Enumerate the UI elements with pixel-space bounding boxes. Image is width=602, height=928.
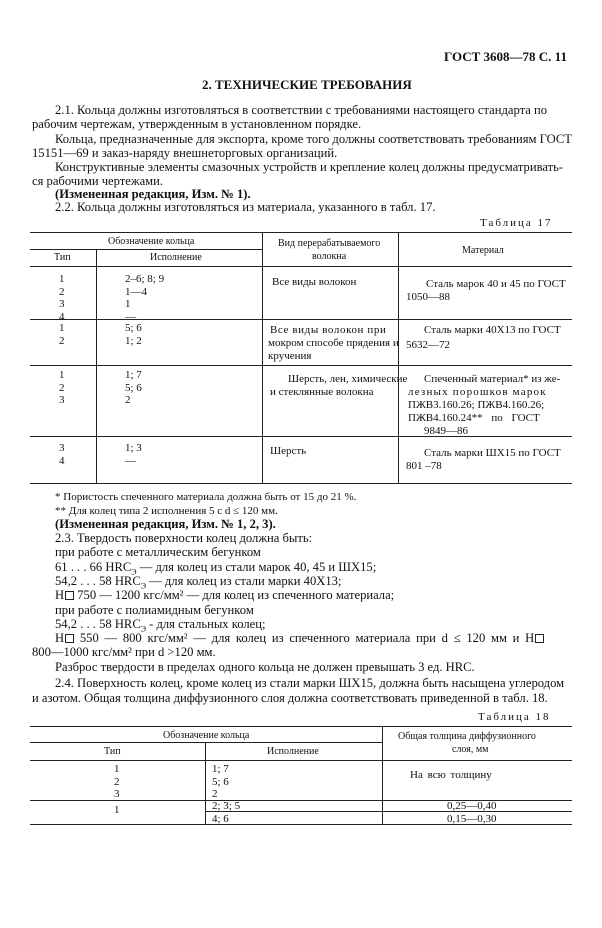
amendment-note-1: (Измененная редакция, Изм. № 1). — [55, 187, 251, 201]
table17-row3-types — [59, 369, 65, 407]
table17-header-designation: Обозначение кольца — [108, 236, 195, 247]
table18-header-designation: Обозначение кольца — [163, 730, 250, 741]
table17-row2-fiber — [268, 324, 399, 363]
table-cell: и стеклянные волокна — [270, 386, 374, 398]
table-cell: 1 — [114, 804, 120, 816]
table17-row4-material — [406, 447, 561, 473]
table17-row3-execs — [125, 369, 142, 407]
table-cell: 2 — [212, 788, 218, 800]
page-header: ГОСТ 3608—78 С. 11 — [444, 49, 567, 64]
para-design-line1: Конструктивные элементы смазочных устройств и крепление колец должны предусматривать- — [55, 160, 564, 174]
hardness-desc: — для колец из стали марки 40Х13; — [146, 574, 342, 588]
table-cell: — — [125, 454, 136, 467]
hardness-value: 61 . . . 66 HRC — [55, 560, 132, 574]
table17-row4-fiber — [270, 445, 306, 458]
table17-row2-material — [406, 324, 561, 352]
table17-header-fiber-l2: волокна — [312, 251, 347, 262]
table-cell: кручения — [268, 350, 312, 362]
para-export-line1: Кольца, предназначенные для экспорта, кроме того должны соответствовать требованиям ГОСТ — [55, 132, 572, 146]
table18-header-layer-l1: Общая толщина диффузионного — [398, 731, 536, 742]
table-cell: 1; 7 — [125, 369, 142, 381]
para-2-1-line1: 2.1. Кольца должны изготовляться в соответствии с требованиями настоящего стандарта по — [55, 103, 548, 117]
table18-header-execution: Исполнение — [267, 746, 319, 757]
hardness-desc: - для стальных колец; — [146, 617, 266, 631]
table18-row1-value: На всю толщину — [410, 769, 492, 781]
section-title: 2. ТЕХНИЧЕСКИЕ ТРЕБОВАНИЯ — [202, 77, 412, 92]
table-cell: Все виды волокон — [272, 276, 357, 288]
table17-row4-types — [59, 442, 65, 467]
footnote-type2: ** Для колец типа 2 исполнения 5 с d ≤ 120 мм. — [55, 505, 278, 517]
hardness-desc: — для колец из стали марок 40, 45 и ШХ15; — [136, 560, 377, 574]
table-cell: Сталь марок 40 и 45 по ГОСТ — [426, 278, 566, 290]
table-cell: 2 — [125, 394, 131, 406]
para-2-4-line2: и азотом. Общая толщина диффузионного слоя должна соответствовать приведенной в табл. 18. — [32, 691, 548, 705]
table18-row1-execs — [212, 763, 229, 801]
table17-row2-types — [59, 322, 65, 347]
hardness-symbol: H — [55, 631, 65, 645]
para-2-1-line2: рабочим чертежам, утвержденным в установленном порядке. — [32, 117, 362, 131]
table-cell: 3 — [59, 298, 65, 310]
table-cell: 2 — [59, 285, 65, 298]
table18-header-layer-l2: слоя, мм — [452, 744, 489, 755]
square-symbol-icon — [535, 634, 544, 643]
table-cell: 1 — [59, 369, 65, 381]
table-cell: 5; 6 — [212, 775, 229, 788]
table-cell: 1; 7 — [212, 763, 229, 775]
table-cell: 1; 3 — [125, 442, 142, 454]
table-cell: Спеченный материал* из же- — [424, 373, 561, 385]
table-cell: 3 — [59, 442, 65, 454]
table-cell: Сталь марки 40Х13 по ГОСТ — [424, 324, 561, 336]
table-cell: 4 — [59, 454, 65, 467]
table-cell: 2; 3; 5 — [212, 800, 241, 812]
para-2-3: 2.3. Твердость поверхности колец должна быть: — [55, 531, 313, 545]
table17-row1-material — [406, 278, 566, 304]
table-cell: Шерсть, лен, химические — [288, 373, 408, 385]
table-cell: 1 — [125, 298, 131, 310]
table17-header-material: Материал — [462, 245, 504, 256]
para-export-line2: 15151—69 и заказ-наряду внешнеторговых организаций. — [32, 146, 338, 160]
table-cell: 5632—72 — [406, 339, 450, 351]
table-cell: 2 — [114, 775, 120, 788]
hardness-symbol: H — [55, 588, 65, 602]
hardness-polyamide-runner: при работе с полиамидным бегунком — [55, 603, 254, 617]
hardness-metal-runner: при работе с металлическим бегунком — [55, 545, 261, 559]
table-cell: 5; 6 — [125, 322, 142, 334]
table18-row2-type — [114, 804, 120, 817]
table-cell: 3 — [114, 788, 120, 800]
table-cell: Сталь марки ШХ15 по ГОСТ — [424, 447, 561, 459]
hardness-desc: 550 — 800 кгс/мм² — для колец из спеченного материала при d ≤ 120 мм и H — [74, 631, 535, 645]
table-cell: 1—4 — [125, 285, 147, 298]
table17-header-fiber-l1: Вид перерабатываемого — [278, 238, 381, 249]
table-cell: 4 — [59, 310, 65, 323]
amendment-note-2: (Измененная редакция, Изм. № 1, 2, 3). — [55, 517, 276, 531]
hardness-desc: 750 — 1200 кгс/мм² — для колец из спеченного материала; — [74, 588, 395, 602]
table17-row4-execs — [125, 442, 142, 467]
table-cell: лезных порошков марок — [408, 386, 547, 398]
table-cell: Все виды волокон при — [270, 324, 387, 336]
hardness-value: 54,2 . . . 58 HRC — [55, 574, 141, 588]
table-cell: 2–6; 8; 9 — [125, 273, 165, 285]
table-cell: 0,15—0,30 — [447, 812, 497, 825]
hrc-subscript: Э — [140, 624, 146, 634]
table-cell: 3 — [59, 394, 65, 406]
para-design-line2: ся рабочими чертежами. — [32, 174, 164, 188]
table-cell: 2 — [59, 381, 65, 394]
table-cell: ПЖВ3.160.26; ПЖВ4.160.26; — [408, 399, 545, 411]
table-cell: 1 — [59, 273, 65, 285]
table-cell: 4; 6 — [212, 812, 229, 825]
square-symbol-icon — [65, 591, 74, 600]
table17-row1-fiber — [272, 276, 356, 289]
table-cell: 1 — [59, 322, 65, 334]
hardness-line-sintered-poly — [55, 631, 544, 646]
table17-row1-execs — [125, 273, 164, 323]
square-symbol-icon — [65, 634, 74, 643]
table-cell: 0,25—0,40 — [447, 800, 497, 812]
footnote-porosity: * Пористость спеченного материала должна быть от 15 до 21 %. — [55, 491, 357, 503]
table-cell: 5; 6 — [125, 381, 142, 394]
table-cell: 801 –78 — [406, 460, 442, 472]
table18-header-type: Тип — [104, 746, 121, 757]
table17-row2-execs — [125, 322, 142, 347]
table17-caption: Таблица 17 — [480, 217, 553, 229]
hardness-line-large: 800—1000 кгс/мм² при d >120 мм. — [32, 645, 216, 659]
hrc-subscript: Э — [131, 567, 137, 577]
table-cell: — — [125, 310, 136, 323]
table17-header-execution: Исполнение — [150, 252, 202, 263]
hrc-subscript: Э — [140, 581, 146, 591]
para-2-2: 2.2. Кольца должны изготовляться из материала, указанного в табл. 17. — [55, 200, 436, 214]
hardness-line-sintered — [55, 588, 394, 603]
table17-row3-material — [408, 373, 560, 438]
table-cell: 1; 2 — [125, 334, 142, 347]
table18-caption: Таблица 18 — [478, 711, 551, 723]
hardness-value: 54,2 . . . 58 HRC — [55, 617, 141, 631]
table17-header-type: Тип — [54, 252, 71, 263]
table18-row1-types — [114, 763, 120, 801]
table-cell: 1050—88 — [406, 291, 450, 303]
table-cell: 1 — [114, 763, 120, 775]
hardness-spread: Разброс твердости в пределах одного кольца не должен превышать 3 ед. HRC. — [55, 660, 475, 674]
table-cell: 9849—86 — [424, 425, 468, 437]
table18-row2-values — [447, 800, 497, 825]
table-cell: ПЖВ4.160.24** по ГОСТ — [408, 412, 540, 424]
table17-row1-types — [59, 273, 65, 323]
table-cell: 2 — [59, 334, 65, 347]
table18-row2-execs — [212, 800, 240, 825]
table17-row3-fiber — [270, 373, 407, 399]
table-cell: Шерсть — [270, 445, 307, 457]
table-cell: мокром способе прядения и — [268, 337, 399, 349]
para-2-4-line1: 2.4. Поверхность колец, кроме колец из стали марки ШХ15, должна быть насыщена углеродом — [55, 676, 565, 690]
